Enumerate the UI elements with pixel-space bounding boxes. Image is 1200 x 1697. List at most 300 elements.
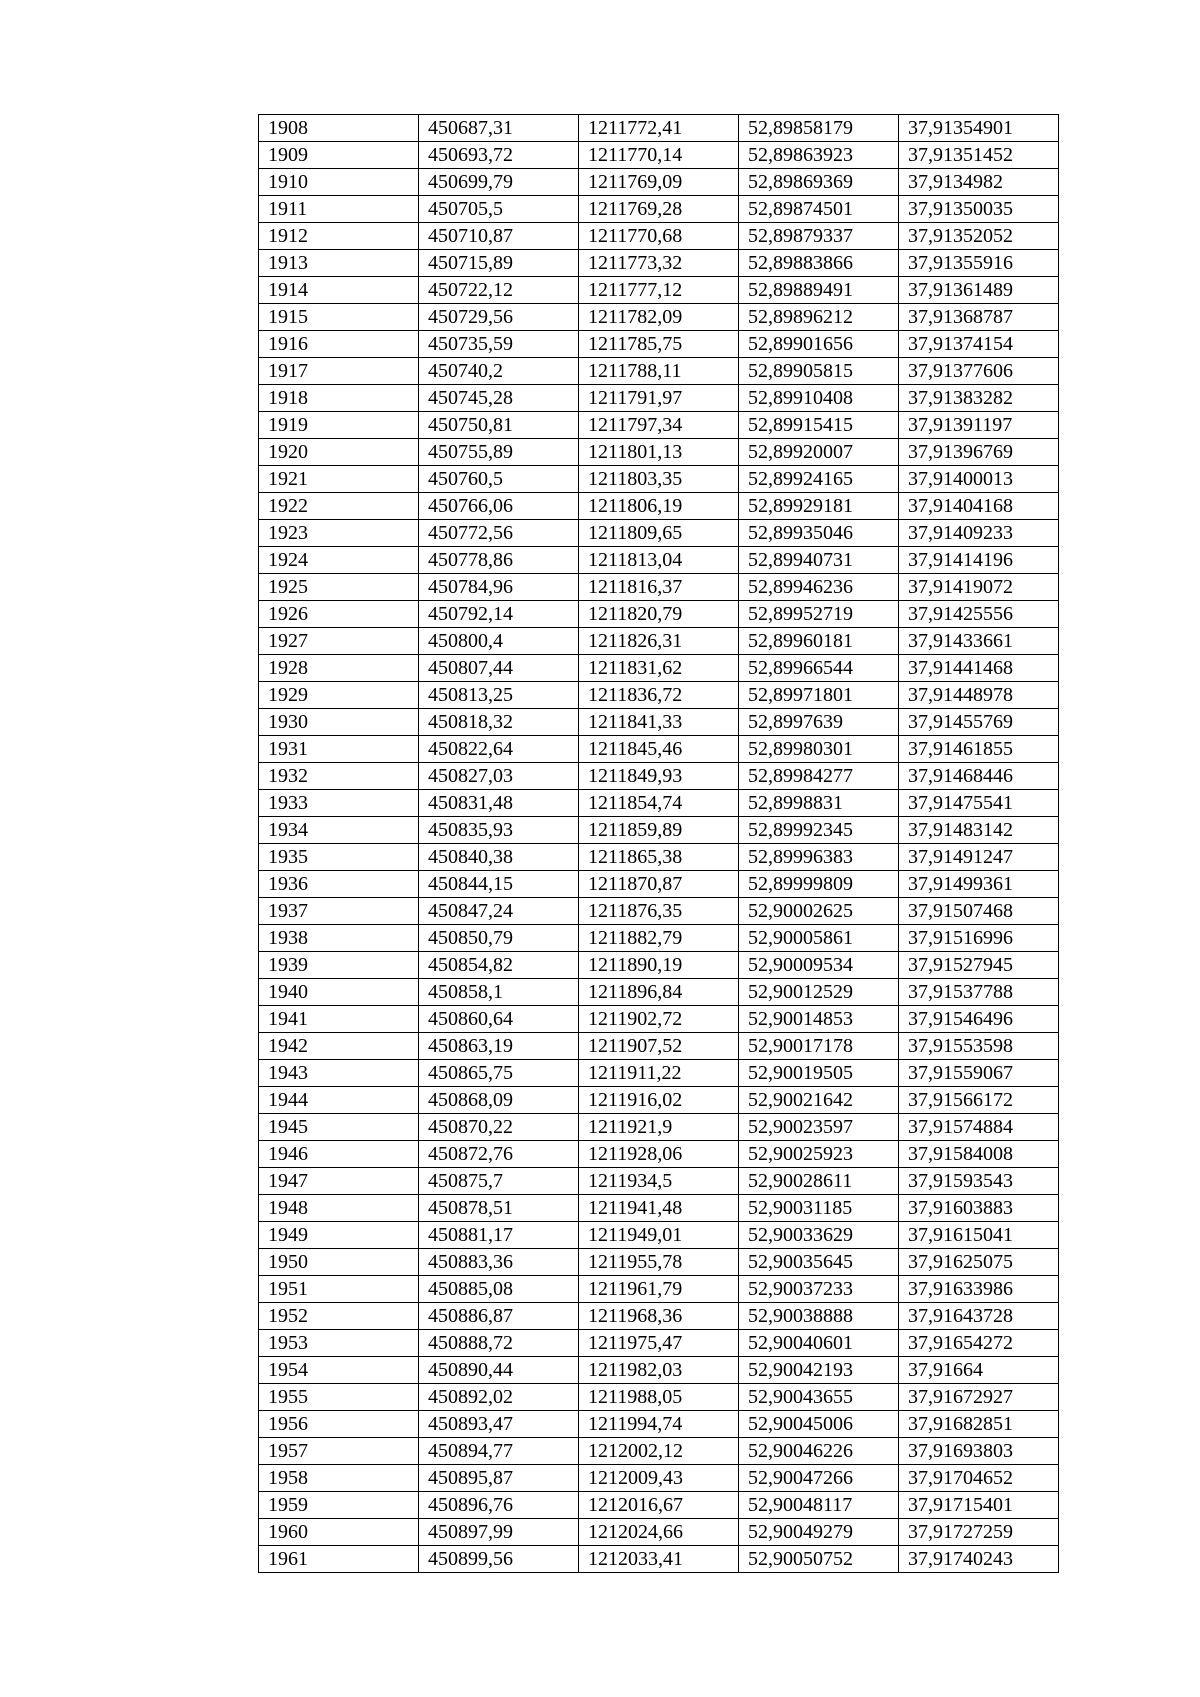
longitude-cell: 37,91400013 bbox=[899, 466, 1059, 493]
table-row bbox=[259, 277, 1059, 304]
point-number-cell: 1923 bbox=[259, 520, 419, 547]
table-row bbox=[259, 1546, 1059, 1573]
y-coordinate-cell: 1211890,19 bbox=[579, 952, 739, 979]
latitude-cell: 52,90033629 bbox=[739, 1222, 899, 1249]
longitude-cell: 37,91377606 bbox=[899, 358, 1059, 385]
x-coordinate-cell: 450722,12 bbox=[419, 277, 579, 304]
point-number-cell: 1955 bbox=[259, 1384, 419, 1411]
table-row bbox=[259, 1411, 1059, 1438]
latitude-cell: 52,8998831 bbox=[739, 790, 899, 817]
latitude-cell: 52,89971801 bbox=[739, 682, 899, 709]
latitude-cell: 52,90035645 bbox=[739, 1249, 899, 1276]
point-number-cell: 1910 bbox=[259, 169, 419, 196]
table-row bbox=[259, 844, 1059, 871]
coordinates-table bbox=[258, 114, 1059, 1573]
x-coordinate-cell: 450870,22 bbox=[419, 1114, 579, 1141]
y-coordinate-cell: 1211928,06 bbox=[579, 1141, 739, 1168]
x-coordinate-cell: 450710,87 bbox=[419, 223, 579, 250]
latitude-cell: 52,90025923 bbox=[739, 1141, 899, 1168]
x-coordinate-cell: 450687,31 bbox=[419, 115, 579, 142]
y-coordinate-cell: 1211949,01 bbox=[579, 1222, 739, 1249]
point-number-cell: 1914 bbox=[259, 277, 419, 304]
latitude-cell: 52,89924165 bbox=[739, 466, 899, 493]
longitude-cell: 37,91383282 bbox=[899, 385, 1059, 412]
longitude-cell: 37,91391197 bbox=[899, 412, 1059, 439]
point-number-cell: 1961 bbox=[259, 1546, 419, 1573]
y-coordinate-cell: 1212033,41 bbox=[579, 1546, 739, 1573]
point-number-cell: 1948 bbox=[259, 1195, 419, 1222]
latitude-cell: 52,90002625 bbox=[739, 898, 899, 925]
table-row bbox=[259, 574, 1059, 601]
y-coordinate-cell: 1211797,34 bbox=[579, 412, 739, 439]
x-coordinate-cell: 450835,93 bbox=[419, 817, 579, 844]
x-coordinate-cell: 450818,32 bbox=[419, 709, 579, 736]
point-number-cell: 1926 bbox=[259, 601, 419, 628]
latitude-cell: 52,89920007 bbox=[739, 439, 899, 466]
x-coordinate-cell: 450844,15 bbox=[419, 871, 579, 898]
table-row bbox=[259, 1303, 1059, 1330]
table-row bbox=[259, 547, 1059, 574]
point-number-cell: 1941 bbox=[259, 1006, 419, 1033]
longitude-cell: 37,91354901 bbox=[899, 115, 1059, 142]
x-coordinate-cell: 450895,87 bbox=[419, 1465, 579, 1492]
y-coordinate-cell: 1211907,52 bbox=[579, 1033, 739, 1060]
point-number-cell: 1922 bbox=[259, 493, 419, 520]
point-number-cell: 1937 bbox=[259, 898, 419, 925]
point-number-cell: 1918 bbox=[259, 385, 419, 412]
longitude-cell: 37,91455769 bbox=[899, 709, 1059, 736]
latitude-cell: 52,89863923 bbox=[739, 142, 899, 169]
x-coordinate-cell: 450886,87 bbox=[419, 1303, 579, 1330]
point-number-cell: 1929 bbox=[259, 682, 419, 709]
point-number-cell: 1938 bbox=[259, 925, 419, 952]
table-row bbox=[259, 871, 1059, 898]
latitude-cell: 52,90045006 bbox=[739, 1411, 899, 1438]
table-row bbox=[259, 1060, 1059, 1087]
y-coordinate-cell: 1211902,72 bbox=[579, 1006, 739, 1033]
longitude-cell: 37,91507468 bbox=[899, 898, 1059, 925]
longitude-cell: 37,91740243 bbox=[899, 1546, 1059, 1573]
x-coordinate-cell: 450894,77 bbox=[419, 1438, 579, 1465]
x-coordinate-cell: 450740,2 bbox=[419, 358, 579, 385]
point-number-cell: 1925 bbox=[259, 574, 419, 601]
y-coordinate-cell: 1211770,68 bbox=[579, 223, 739, 250]
longitude-cell: 37,91537788 bbox=[899, 979, 1059, 1006]
table-row bbox=[259, 1438, 1059, 1465]
latitude-cell: 52,89940731 bbox=[739, 547, 899, 574]
table-row bbox=[259, 1384, 1059, 1411]
y-coordinate-cell: 1211772,41 bbox=[579, 115, 739, 142]
table-row bbox=[259, 925, 1059, 952]
y-coordinate-cell: 1211770,14 bbox=[579, 142, 739, 169]
longitude-cell: 37,91654272 bbox=[899, 1330, 1059, 1357]
point-number-cell: 1917 bbox=[259, 358, 419, 385]
y-coordinate-cell: 1211865,38 bbox=[579, 844, 739, 871]
y-coordinate-cell: 1211849,93 bbox=[579, 763, 739, 790]
x-coordinate-cell: 450897,99 bbox=[419, 1519, 579, 1546]
longitude-cell: 37,91574884 bbox=[899, 1114, 1059, 1141]
longitude-cell: 37,91475541 bbox=[899, 790, 1059, 817]
longitude-cell: 37,91559067 bbox=[899, 1060, 1059, 1087]
x-coordinate-cell: 450778,86 bbox=[419, 547, 579, 574]
x-coordinate-cell: 450854,82 bbox=[419, 952, 579, 979]
y-coordinate-cell: 1211785,75 bbox=[579, 331, 739, 358]
point-number-cell: 1944 bbox=[259, 1087, 419, 1114]
table-row bbox=[259, 1249, 1059, 1276]
point-number-cell: 1930 bbox=[259, 709, 419, 736]
latitude-cell: 52,90009534 bbox=[739, 952, 899, 979]
table-row bbox=[259, 601, 1059, 628]
table-row bbox=[259, 466, 1059, 493]
longitude-cell: 37,91368787 bbox=[899, 304, 1059, 331]
x-coordinate-cell: 450868,09 bbox=[419, 1087, 579, 1114]
y-coordinate-cell: 1211841,33 bbox=[579, 709, 739, 736]
y-coordinate-cell: 1211769,28 bbox=[579, 196, 739, 223]
latitude-cell: 52,90046226 bbox=[739, 1438, 899, 1465]
latitude-cell: 52,89915415 bbox=[739, 412, 899, 439]
latitude-cell: 52,90019505 bbox=[739, 1060, 899, 1087]
x-coordinate-cell: 450755,89 bbox=[419, 439, 579, 466]
x-coordinate-cell: 450892,02 bbox=[419, 1384, 579, 1411]
latitude-cell: 52,90043655 bbox=[739, 1384, 899, 1411]
y-coordinate-cell: 1211859,89 bbox=[579, 817, 739, 844]
x-coordinate-cell: 450822,64 bbox=[419, 736, 579, 763]
longitude-cell: 37,91414196 bbox=[899, 547, 1059, 574]
x-coordinate-cell: 450847,24 bbox=[419, 898, 579, 925]
latitude-cell: 52,90005861 bbox=[739, 925, 899, 952]
table-row bbox=[259, 1330, 1059, 1357]
x-coordinate-cell: 450858,1 bbox=[419, 979, 579, 1006]
latitude-cell: 52,89883866 bbox=[739, 250, 899, 277]
point-number-cell: 1921 bbox=[259, 466, 419, 493]
longitude-cell: 37,91727259 bbox=[899, 1519, 1059, 1546]
point-number-cell: 1949 bbox=[259, 1222, 419, 1249]
point-number-cell: 1919 bbox=[259, 412, 419, 439]
table-row bbox=[259, 331, 1059, 358]
x-coordinate-cell: 450899,56 bbox=[419, 1546, 579, 1573]
table-row bbox=[259, 358, 1059, 385]
table-row bbox=[259, 493, 1059, 520]
latitude-cell: 52,89910408 bbox=[739, 385, 899, 412]
point-number-cell: 1932 bbox=[259, 763, 419, 790]
longitude-cell: 37,91715401 bbox=[899, 1492, 1059, 1519]
x-coordinate-cell: 450772,56 bbox=[419, 520, 579, 547]
y-coordinate-cell: 1212024,66 bbox=[579, 1519, 739, 1546]
table-row bbox=[259, 898, 1059, 925]
y-coordinate-cell: 1211831,62 bbox=[579, 655, 739, 682]
longitude-cell: 37,91643728 bbox=[899, 1303, 1059, 1330]
x-coordinate-cell: 450896,76 bbox=[419, 1492, 579, 1519]
y-coordinate-cell: 1211982,03 bbox=[579, 1357, 739, 1384]
point-number-cell: 1920 bbox=[259, 439, 419, 466]
point-number-cell: 1958 bbox=[259, 1465, 419, 1492]
x-coordinate-cell: 450831,48 bbox=[419, 790, 579, 817]
longitude-cell: 37,91527945 bbox=[899, 952, 1059, 979]
x-coordinate-cell: 450807,44 bbox=[419, 655, 579, 682]
x-coordinate-cell: 450888,72 bbox=[419, 1330, 579, 1357]
y-coordinate-cell: 1212016,67 bbox=[579, 1492, 739, 1519]
longitude-cell: 37,91419072 bbox=[899, 574, 1059, 601]
table-row bbox=[259, 1114, 1059, 1141]
x-coordinate-cell: 450878,51 bbox=[419, 1195, 579, 1222]
longitude-cell: 37,91633986 bbox=[899, 1276, 1059, 1303]
x-coordinate-cell: 450766,06 bbox=[419, 493, 579, 520]
longitude-cell: 37,91361489 bbox=[899, 277, 1059, 304]
table-row bbox=[259, 736, 1059, 763]
x-coordinate-cell: 450850,79 bbox=[419, 925, 579, 952]
table-row bbox=[259, 952, 1059, 979]
latitude-cell: 52,89879337 bbox=[739, 223, 899, 250]
x-coordinate-cell: 450735,59 bbox=[419, 331, 579, 358]
table-row bbox=[259, 1222, 1059, 1249]
x-coordinate-cell: 450840,38 bbox=[419, 844, 579, 871]
y-coordinate-cell: 1211806,19 bbox=[579, 493, 739, 520]
longitude-cell: 37,91546496 bbox=[899, 1006, 1059, 1033]
latitude-cell: 52,89984277 bbox=[739, 763, 899, 790]
latitude-cell: 52,89960181 bbox=[739, 628, 899, 655]
x-coordinate-cell: 450872,76 bbox=[419, 1141, 579, 1168]
longitude-cell: 37,91516996 bbox=[899, 925, 1059, 952]
table-row bbox=[259, 709, 1059, 736]
x-coordinate-cell: 450699,79 bbox=[419, 169, 579, 196]
x-coordinate-cell: 450729,56 bbox=[419, 304, 579, 331]
table-row bbox=[259, 763, 1059, 790]
point-number-cell: 1935 bbox=[259, 844, 419, 871]
y-coordinate-cell: 1211788,11 bbox=[579, 358, 739, 385]
longitude-cell: 37,91374154 bbox=[899, 331, 1059, 358]
point-number-cell: 1950 bbox=[259, 1249, 419, 1276]
y-coordinate-cell: 1211791,97 bbox=[579, 385, 739, 412]
point-number-cell: 1936 bbox=[259, 871, 419, 898]
coordinates-table-body bbox=[259, 115, 1059, 1573]
point-number-cell: 1947 bbox=[259, 1168, 419, 1195]
latitude-cell: 52,90014853 bbox=[739, 1006, 899, 1033]
point-number-cell: 1946 bbox=[259, 1141, 419, 1168]
table-row bbox=[259, 196, 1059, 223]
longitude-cell: 37,91468446 bbox=[899, 763, 1059, 790]
x-coordinate-cell: 450760,5 bbox=[419, 466, 579, 493]
longitude-cell: 37,91682851 bbox=[899, 1411, 1059, 1438]
y-coordinate-cell: 1211809,65 bbox=[579, 520, 739, 547]
longitude-cell: 37,91441468 bbox=[899, 655, 1059, 682]
latitude-cell: 52,90050752 bbox=[739, 1546, 899, 1573]
point-number-cell: 1953 bbox=[259, 1330, 419, 1357]
latitude-cell: 52,89929181 bbox=[739, 493, 899, 520]
longitude-cell: 37,91409233 bbox=[899, 520, 1059, 547]
y-coordinate-cell: 1211921,9 bbox=[579, 1114, 739, 1141]
latitude-cell: 52,89874501 bbox=[739, 196, 899, 223]
longitude-cell: 37,91615041 bbox=[899, 1222, 1059, 1249]
point-number-cell: 1928 bbox=[259, 655, 419, 682]
table-row bbox=[259, 1033, 1059, 1060]
table-row bbox=[259, 817, 1059, 844]
table-row bbox=[259, 520, 1059, 547]
x-coordinate-cell: 450800,4 bbox=[419, 628, 579, 655]
y-coordinate-cell: 1211820,79 bbox=[579, 601, 739, 628]
latitude-cell: 52,90040601 bbox=[739, 1330, 899, 1357]
y-coordinate-cell: 1211934,5 bbox=[579, 1168, 739, 1195]
longitude-cell: 37,91396769 bbox=[899, 439, 1059, 466]
point-number-cell: 1909 bbox=[259, 142, 419, 169]
table-row bbox=[259, 250, 1059, 277]
table-row bbox=[259, 1276, 1059, 1303]
y-coordinate-cell: 1211813,04 bbox=[579, 547, 739, 574]
latitude-cell: 52,89946236 bbox=[739, 574, 899, 601]
longitude-cell: 37,91566172 bbox=[899, 1087, 1059, 1114]
latitude-cell: 52,89980301 bbox=[739, 736, 899, 763]
x-coordinate-cell: 450890,44 bbox=[419, 1357, 579, 1384]
table-row bbox=[259, 628, 1059, 655]
latitude-cell: 52,89896212 bbox=[739, 304, 899, 331]
point-number-cell: 1908 bbox=[259, 115, 419, 142]
point-number-cell: 1960 bbox=[259, 1519, 419, 1546]
latitude-cell: 52,90042193 bbox=[739, 1357, 899, 1384]
y-coordinate-cell: 1211854,74 bbox=[579, 790, 739, 817]
x-coordinate-cell: 450863,19 bbox=[419, 1033, 579, 1060]
table-row bbox=[259, 1492, 1059, 1519]
table-row bbox=[259, 979, 1059, 1006]
x-coordinate-cell: 450792,14 bbox=[419, 601, 579, 628]
longitude-cell: 37,9134982 bbox=[899, 169, 1059, 196]
point-number-cell: 1927 bbox=[259, 628, 419, 655]
latitude-cell: 52,89935046 bbox=[739, 520, 899, 547]
longitude-cell: 37,91672927 bbox=[899, 1384, 1059, 1411]
longitude-cell: 37,91593543 bbox=[899, 1168, 1059, 1195]
latitude-cell: 52,89858179 bbox=[739, 115, 899, 142]
table-row bbox=[259, 115, 1059, 142]
table-row bbox=[259, 142, 1059, 169]
latitude-cell: 52,90021642 bbox=[739, 1087, 899, 1114]
point-number-cell: 1942 bbox=[259, 1033, 419, 1060]
latitude-cell: 52,90047266 bbox=[739, 1465, 899, 1492]
longitude-cell: 37,91352052 bbox=[899, 223, 1059, 250]
point-number-cell: 1954 bbox=[259, 1357, 419, 1384]
longitude-cell: 37,91491247 bbox=[899, 844, 1059, 871]
table-row bbox=[259, 439, 1059, 466]
point-number-cell: 1933 bbox=[259, 790, 419, 817]
latitude-cell: 52,89996383 bbox=[739, 844, 899, 871]
latitude-cell: 52,90028611 bbox=[739, 1168, 899, 1195]
point-number-cell: 1924 bbox=[259, 547, 419, 574]
longitude-cell: 37,91433661 bbox=[899, 628, 1059, 655]
y-coordinate-cell: 1211777,12 bbox=[579, 277, 739, 304]
point-number-cell: 1915 bbox=[259, 304, 419, 331]
table-row bbox=[259, 1168, 1059, 1195]
point-number-cell: 1939 bbox=[259, 952, 419, 979]
table-row bbox=[259, 1006, 1059, 1033]
point-number-cell: 1913 bbox=[259, 250, 419, 277]
table-row bbox=[259, 169, 1059, 196]
table-row bbox=[259, 1141, 1059, 1168]
table-row bbox=[259, 223, 1059, 250]
x-coordinate-cell: 450885,08 bbox=[419, 1276, 579, 1303]
table-row bbox=[259, 1519, 1059, 1546]
point-number-cell: 1931 bbox=[259, 736, 419, 763]
longitude-cell: 37,91448978 bbox=[899, 682, 1059, 709]
table-row bbox=[259, 790, 1059, 817]
y-coordinate-cell: 1211975,47 bbox=[579, 1330, 739, 1357]
x-coordinate-cell: 450865,75 bbox=[419, 1060, 579, 1087]
x-coordinate-cell: 450705,5 bbox=[419, 196, 579, 223]
latitude-cell: 52,90017178 bbox=[739, 1033, 899, 1060]
latitude-cell: 52,90012529 bbox=[739, 979, 899, 1006]
longitude-cell: 37,91404168 bbox=[899, 493, 1059, 520]
y-coordinate-cell: 1211845,46 bbox=[579, 736, 739, 763]
latitude-cell: 52,89966544 bbox=[739, 655, 899, 682]
point-number-cell: 1957 bbox=[259, 1438, 419, 1465]
x-coordinate-cell: 450860,64 bbox=[419, 1006, 579, 1033]
x-coordinate-cell: 450875,7 bbox=[419, 1168, 579, 1195]
x-coordinate-cell: 450784,96 bbox=[419, 574, 579, 601]
longitude-cell: 37,91704652 bbox=[899, 1465, 1059, 1492]
longitude-cell: 37,91355916 bbox=[899, 250, 1059, 277]
y-coordinate-cell: 1211896,84 bbox=[579, 979, 739, 1006]
table-row bbox=[259, 1195, 1059, 1222]
longitude-cell: 37,91584008 bbox=[899, 1141, 1059, 1168]
y-coordinate-cell: 1211882,79 bbox=[579, 925, 739, 952]
y-coordinate-cell: 1211968,36 bbox=[579, 1303, 739, 1330]
latitude-cell: 52,90038888 bbox=[739, 1303, 899, 1330]
point-number-cell: 1916 bbox=[259, 331, 419, 358]
table-row bbox=[259, 1087, 1059, 1114]
table-row bbox=[259, 682, 1059, 709]
point-number-cell: 1934 bbox=[259, 817, 419, 844]
longitude-cell: 37,91425556 bbox=[899, 601, 1059, 628]
latitude-cell: 52,90023597 bbox=[739, 1114, 899, 1141]
x-coordinate-cell: 450693,72 bbox=[419, 142, 579, 169]
y-coordinate-cell: 1211836,72 bbox=[579, 682, 739, 709]
y-coordinate-cell: 1211955,78 bbox=[579, 1249, 739, 1276]
point-number-cell: 1912 bbox=[259, 223, 419, 250]
y-coordinate-cell: 1211801,13 bbox=[579, 439, 739, 466]
x-coordinate-cell: 450881,17 bbox=[419, 1222, 579, 1249]
latitude-cell: 52,90037233 bbox=[739, 1276, 899, 1303]
y-coordinate-cell: 1211826,31 bbox=[579, 628, 739, 655]
table-row bbox=[259, 304, 1059, 331]
latitude-cell: 52,8997639 bbox=[739, 709, 899, 736]
y-coordinate-cell: 1211803,35 bbox=[579, 466, 739, 493]
x-coordinate-cell: 450750,81 bbox=[419, 412, 579, 439]
table-row bbox=[259, 412, 1059, 439]
x-coordinate-cell: 450813,25 bbox=[419, 682, 579, 709]
table-row bbox=[259, 1465, 1059, 1492]
y-coordinate-cell: 1212002,12 bbox=[579, 1438, 739, 1465]
y-coordinate-cell: 1211870,87 bbox=[579, 871, 739, 898]
point-number-cell: 1959 bbox=[259, 1492, 419, 1519]
y-coordinate-cell: 1211941,48 bbox=[579, 1195, 739, 1222]
latitude-cell: 52,89999809 bbox=[739, 871, 899, 898]
x-coordinate-cell: 450715,89 bbox=[419, 250, 579, 277]
y-coordinate-cell: 1211876,35 bbox=[579, 898, 739, 925]
longitude-cell: 37,91350035 bbox=[899, 196, 1059, 223]
point-number-cell: 1945 bbox=[259, 1114, 419, 1141]
y-coordinate-cell: 1211769,09 bbox=[579, 169, 739, 196]
longitude-cell: 37,91461855 bbox=[899, 736, 1059, 763]
y-coordinate-cell: 1211988,05 bbox=[579, 1384, 739, 1411]
y-coordinate-cell: 1211961,79 bbox=[579, 1276, 739, 1303]
latitude-cell: 52,89952719 bbox=[739, 601, 899, 628]
point-number-cell: 1951 bbox=[259, 1276, 419, 1303]
point-number-cell: 1943 bbox=[259, 1060, 419, 1087]
table-row bbox=[259, 385, 1059, 412]
longitude-cell: 37,91664 bbox=[899, 1357, 1059, 1384]
longitude-cell: 37,91499361 bbox=[899, 871, 1059, 898]
latitude-cell: 52,89869369 bbox=[739, 169, 899, 196]
longitude-cell: 37,91553598 bbox=[899, 1033, 1059, 1060]
latitude-cell: 52,89992345 bbox=[739, 817, 899, 844]
x-coordinate-cell: 450745,28 bbox=[419, 385, 579, 412]
y-coordinate-cell: 1211994,74 bbox=[579, 1411, 739, 1438]
